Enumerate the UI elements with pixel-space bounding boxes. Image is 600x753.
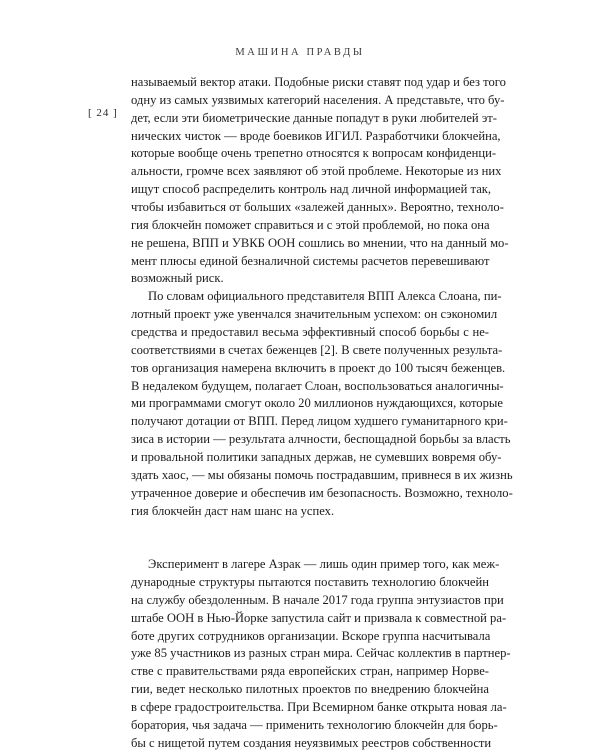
text-line: получают дотации от ВПП. Перед лицом худшего гуманитарного кри-	[131, 414, 508, 429]
text-line: которые вообще очень трепетно относятся к вопросам конфиденци-	[131, 146, 497, 161]
text-line: зиса в истории — результата алчности, беспощадной борьбы за власть	[131, 432, 511, 447]
paragraph	[131, 288, 513, 520]
text-line: мент плюсы единой безналичной системы расчетов перевешивают	[131, 253, 490, 268]
text-line: и провальной политики западных держав, не сумевших вовремя обу-	[131, 450, 502, 465]
text-line: тов организация намерена включить в проект до 100 тысяч беженцев.	[131, 360, 506, 375]
running-head: МАШИНА ПРАВДЫ	[235, 47, 365, 58]
text-line: дет, если эти биометрические данные попадут в руки любителей эт-	[131, 110, 497, 125]
text-line: одну из самых уязвимых категорий населения. А представьте, что бу-	[131, 92, 505, 107]
text-line: дународные структуры пытаются поставить технологию блокчейн	[131, 575, 489, 590]
text-line: утраченное доверие и обеспечив им безопасность. Возможно, техноло-	[131, 485, 513, 500]
text-line: на службу обездоленным. В начале 2017 года группа энтузиастов при	[131, 592, 504, 607]
text-line: Эксперимент в лагере Азрак — лишь один пример того, как меж-	[148, 557, 500, 572]
text-line: стве с правительствами ряда европейских стран, например Норве-	[131, 664, 489, 679]
text-line: По словам официального представителя ВПП Алекса Слоана, пи-	[148, 289, 502, 304]
text-line: альности, громче всех заявляют об этой проблеме. Некоторые из них	[131, 164, 502, 179]
paragraph	[131, 74, 509, 288]
text-line: боратория, чья задача — применить технологию блокчейн для борь-	[131, 717, 498, 732]
text-line: в сфере градостроительства. При Всемирном банке открыта новая ла-	[131, 700, 507, 715]
text-line: гия блокчейн поможет справиться и с этой проблемой, но пока она	[131, 217, 490, 232]
text-line: уже 85 участников из разных стран мира. Сейчас коллектив в партнер-	[131, 646, 511, 661]
text-line: нических чисток — вроде боевиков ИГИЛ. Разработчики блокчейна,	[131, 128, 501, 143]
text-line: гии, ведет несколько пилотных проектов по внедрению блокчейна	[131, 682, 489, 697]
text-line: бы с нищетой путем создания неуязвимых реестров собственности	[131, 735, 492, 750]
text-line: называемый вектор атаки. Подобные риски ставят под удар и без того	[131, 75, 506, 89]
paragraph	[131, 556, 511, 752]
page-number: [ 24 ]	[88, 107, 118, 119]
text-line: возможный риск.	[131, 271, 224, 286]
text-line: ищут способ распределить контроль над личной информацией так,	[131, 182, 492, 197]
section-break	[131, 520, 489, 556]
text-line: чтобы избавиться от больших «залежей данных». Вероятно, техноло-	[131, 200, 504, 215]
text-line: боте других сотрудников организации. Вскоре группа насчитывала	[131, 628, 491, 643]
text-line: штабе ООН в Нью-Йорке запустила сайт и призвала к совместной ра-	[131, 610, 507, 625]
text-line: не решена, ВПП и УВКБ ООН сошлись во мнении, что на данный мо-	[131, 235, 509, 250]
text-line: В недалеком будущем, полагает Слоан, воспользоваться аналогичны-	[131, 378, 504, 393]
text-line: средства и предоставил весьма эффективный способ борьбы с не-	[131, 325, 489, 340]
text-line: здать хаос, — мы обязаны помочь пострадавшим, привнеся в их жизнь	[131, 467, 513, 482]
text-line: ми программами смогут около 20 миллионов нуждающихся, которые	[131, 396, 503, 411]
body-text	[131, 74, 513, 753]
text-line: соответствиями в счетах беженцев [2]. В свете полученных результа-	[131, 342, 503, 357]
text-line: лотный проект уже увенчался значительным успехом: он сэкономил	[131, 307, 498, 322]
text-line: гия блокчейн даст нам шанс на успех.	[131, 503, 335, 518]
